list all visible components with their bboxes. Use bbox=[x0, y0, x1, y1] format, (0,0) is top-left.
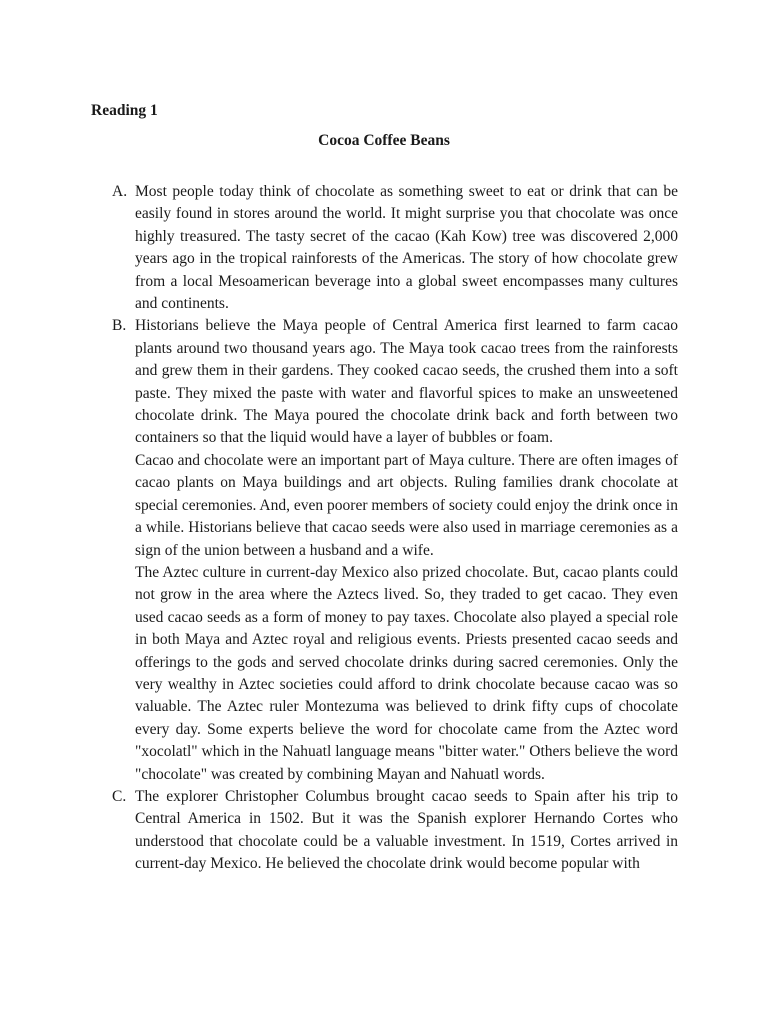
section-marker: C. bbox=[112, 787, 127, 805]
paragraph: Historians believe the Maya people of Central America first learned to farm cacao plants around two thousand years ago. The Maya took cacao trees from the rainforests and grew them in their gardens. They cooked cacao seeds, the crushed them into a soft paste. They mixed the paste with water and flavorful spices to make an unsweetened chocolate drink. The Maya poured the chocolate drink back and forth between two containers so that the liquid would have a layer of bubbles or foam. bbox=[135, 317, 678, 447]
paragraph: The Aztec culture in current-day Mexico also prized chocolate. But, cacao plants could not grow in the area where the Aztecs lived. So, they traded to get cacao. They even used cacao seeds as a form of money to pay taxes. Chocolate also played a special role in both Maya and Aztec royal and religious events. Priests presented cacao seeds and offerings to the gods and served chocolate drinks during sacred ceremonies. Only the very wealthy in Aztec societies could afford to drink chocolate because cacao was so valuable. The Aztec ruler Montezuma was believed to drink fifty cups of chocolate every day. Some experts believe the word for chocolate came from the Aztec word "xocolatl" which in the Nahuatl language means "bitter water." Others believe the word "chocolate" was created by combining Mayan and Nahuatl words. bbox=[135, 563, 678, 783]
document-title: Cocoa Coffee Beans bbox=[318, 132, 450, 149]
paragraph: Cacao and chocolate were an important part of Maya culture. There are often images of cacao plants on Maya buildings and art objects. Ruling families drank chocolate at special ceremonies. And, even poorer members of society could enjoy the drink once in a while. Historians believe that cacao seeds were also used in marriage ceremonies as a sign of the union between a husband and a wife. bbox=[135, 451, 678, 559]
section-c bbox=[0, 786, 678, 876]
section-marker: B. bbox=[112, 317, 127, 335]
section-marker: A. bbox=[112, 183, 128, 200]
paragraph: Most people today think of chocolate as something sweet to eat or drink that can be easily found in stores around the world. It might surprise you that chocolate was once highly treasured. The tasty secret of the cacao (Kah Kow) tree was discovered 2,000 years ago in the tropical rainforests of the Americas. The story of how chocolate grew from a local Mesoamerican beverage into a global sweet encompasses many cultures and continents. bbox=[135, 183, 678, 313]
section-b bbox=[0, 315, 678, 786]
paragraph: The explorer Christopher Columbus brought cacao seeds to Spain after his trip to Central America in 1502. But it was the Spanish explorer Hernando Cortes who understood that chocolate could be a valuable investment. In 1519, Cortes arrived in current-day Mexico. He believed the chocolate drink would become popular with bbox=[135, 787, 678, 873]
section-a bbox=[0, 181, 678, 315]
reading-label: Reading 1 bbox=[91, 102, 158, 119]
document-body bbox=[0, 181, 768, 876]
